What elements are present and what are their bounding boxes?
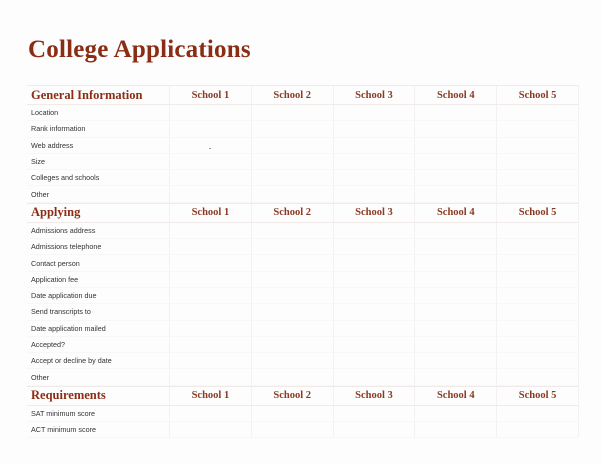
school-1-cell[interactable] (170, 272, 252, 288)
row-label: SAT minimum score (31, 408, 96, 418)
row-label: Size (31, 157, 45, 167)
row-label: Location (31, 108, 59, 118)
row-label: Send transcripts to (31, 307, 91, 317)
row-label: ACT minimum score (31, 425, 96, 435)
table-row (27, 353, 579, 369)
school-2-cell[interactable] (252, 170, 334, 186)
school-3-cell[interactable] (334, 369, 416, 385)
school-1-cell[interactable] (170, 288, 252, 304)
school-5-cell[interactable] (497, 422, 579, 438)
school-5-cell[interactable] (497, 272, 579, 288)
school-header-cell[interactable] (497, 204, 579, 222)
row-label-cell[interactable] (27, 406, 170, 422)
school-4-cell[interactable] (415, 406, 497, 422)
school-2-cell[interactable] (252, 304, 334, 320)
row-label: Admissions address (31, 225, 96, 235)
school-4-cell[interactable] (415, 138, 497, 154)
school-3-header: School 3 (355, 390, 393, 402)
school-5-cell[interactable] (497, 337, 579, 353)
row-label-cell[interactable] (27, 304, 170, 320)
row-label: Date application due (31, 291, 97, 301)
school-5-header: School 5 (518, 390, 557, 402)
table-row (27, 170, 579, 186)
school-1-cell[interactable] (170, 406, 252, 422)
row-label: Contact person (31, 258, 80, 268)
table-row (27, 337, 579, 353)
school-5-header: School 5 (518, 89, 557, 101)
school-header-cell[interactable] (497, 387, 579, 405)
row-label-cell[interactable] (27, 353, 170, 369)
section-header-applying (27, 203, 579, 223)
school-3-cell[interactable] (334, 353, 416, 369)
school-3-header: School 3 (355, 89, 393, 101)
cell-mark (209, 148, 211, 149)
school-5-cell[interactable] (497, 170, 579, 186)
school-2-cell[interactable] (252, 272, 334, 288)
school-2-cell[interactable] (252, 223, 334, 239)
school-4-cell[interactable] (415, 272, 497, 288)
school-3-cell[interactable] (334, 288, 416, 304)
school-4-header: School 4 (436, 89, 475, 101)
school-header-cell[interactable] (252, 86, 334, 104)
school-4-cell[interactable] (415, 121, 497, 137)
school-3-cell[interactable] (334, 121, 416, 137)
school-header-cell[interactable] (415, 86, 497, 104)
school-4-cell[interactable] (415, 369, 497, 385)
row-label-cell[interactable] (27, 154, 170, 170)
school-2-cell[interactable] (252, 186, 334, 202)
school-3-cell[interactable] (334, 186, 416, 202)
row-label: Admissions telephone (31, 242, 102, 252)
school-1-cell[interactable] (170, 186, 252, 202)
school-header-cell[interactable] (170, 86, 252, 104)
school-5-cell[interactable] (497, 255, 579, 271)
school-1-cell[interactable] (170, 239, 252, 255)
school-2-cell[interactable] (252, 288, 334, 304)
school-4-cell[interactable] (415, 105, 497, 121)
school-3-cell[interactable] (334, 239, 416, 255)
school-2-cell[interactable] (252, 121, 334, 137)
school-5-cell[interactable] (497, 239, 579, 255)
school-5-cell[interactable] (497, 186, 579, 202)
school-3-cell[interactable] (334, 105, 416, 121)
school-4-cell[interactable] (415, 321, 497, 337)
school-4-cell[interactable] (415, 255, 497, 271)
school-1-cell[interactable] (170, 422, 252, 438)
row-label: Other (31, 372, 49, 382)
applications-table (27, 85, 579, 438)
row-label-cell[interactable] (27, 337, 170, 353)
table-row (27, 105, 579, 121)
table-row (27, 154, 579, 170)
row-label-cell[interactable] (27, 255, 170, 271)
school-1-cell[interactable] (170, 321, 252, 337)
school-2-cell[interactable] (252, 239, 334, 255)
row-label-cell[interactable] (27, 369, 170, 385)
row-label: Date application mailed (31, 323, 106, 333)
table-row (27, 321, 579, 337)
row-label: Rank information (31, 124, 86, 134)
school-header-cell[interactable] (334, 204, 416, 222)
table-row (27, 138, 579, 154)
school-1-header: School 1 (191, 89, 230, 101)
school-3-cell[interactable] (334, 255, 416, 271)
school-header-cell[interactable] (170, 204, 252, 222)
school-header-cell[interactable] (415, 387, 497, 405)
page-title: College Applications (28, 36, 251, 63)
school-header-cell[interactable] (170, 387, 252, 405)
row-label-cell[interactable] (27, 239, 170, 255)
row-label: Colleges and schools (31, 173, 100, 183)
row-label-cell[interactable] (27, 105, 170, 121)
row-label-cell[interactable] (27, 288, 170, 304)
school-4-cell[interactable] (415, 170, 497, 186)
table-row (27, 422, 579, 438)
school-header-cell[interactable] (334, 86, 416, 104)
school-4-cell[interactable] (415, 337, 497, 353)
school-4-cell[interactable] (415, 304, 497, 320)
school-header-cell[interactable] (415, 204, 497, 222)
school-1-cell[interactable] (170, 154, 252, 170)
school-1-cell[interactable] (170, 223, 252, 239)
school-header-cell[interactable] (334, 387, 416, 405)
school-2-cell[interactable] (252, 138, 334, 154)
school-3-header: School 3 (355, 207, 393, 219)
school-3-cell[interactable] (334, 138, 416, 154)
section-title-cell[interactable] (27, 204, 170, 222)
row-label-cell[interactable] (27, 321, 170, 337)
school-5-cell[interactable] (497, 154, 579, 170)
school-header-cell[interactable] (252, 387, 334, 405)
school-3-cell[interactable] (334, 223, 416, 239)
row-label-cell[interactable] (27, 422, 170, 438)
school-5-cell[interactable] (497, 288, 579, 304)
row-label: Application fee (31, 274, 79, 284)
row-label: Web address (31, 140, 74, 150)
school-5-cell[interactable] (497, 369, 579, 385)
section-title: General Information (31, 87, 143, 102)
school-3-cell[interactable] (334, 321, 416, 337)
school-5-cell[interactable] (497, 223, 579, 239)
school-2-cell[interactable] (252, 406, 334, 422)
table-row (27, 186, 579, 202)
row-label-cell[interactable] (27, 138, 170, 154)
school-header-cell[interactable] (252, 204, 334, 222)
table-row (27, 406, 579, 422)
school-4-header: School 4 (436, 207, 475, 219)
school-3-cell[interactable] (334, 170, 416, 186)
school-3-cell[interactable] (334, 154, 416, 170)
school-1-cell[interactable] (170, 255, 252, 271)
row-label: Accepted? (31, 340, 65, 349)
section-title-cell[interactable] (27, 387, 170, 405)
row-label-cell[interactable] (27, 223, 170, 239)
school-3-cell[interactable] (334, 337, 416, 353)
table-row (27, 369, 579, 385)
school-3-cell[interactable] (334, 272, 416, 288)
school-5-cell[interactable] (497, 353, 579, 369)
school-4-cell[interactable] (415, 223, 497, 239)
row-label: Other (31, 189, 49, 199)
school-4-cell[interactable] (415, 186, 497, 202)
school-5-cell[interactable] (497, 138, 579, 154)
school-5-cell[interactable] (497, 121, 579, 137)
school-3-cell[interactable] (334, 304, 416, 320)
school-2-header: School 2 (273, 207, 312, 219)
school-1-cell[interactable] (170, 337, 252, 353)
section-title: Applying (31, 205, 81, 220)
school-2-header: School 2 (273, 390, 312, 402)
table-row (27, 121, 579, 137)
table-row (27, 255, 579, 271)
row-label-cell[interactable] (27, 272, 170, 288)
school-5-cell[interactable] (497, 105, 579, 121)
school-4-cell[interactable] (415, 154, 497, 170)
table-row (27, 223, 579, 239)
school-5-cell[interactable] (497, 406, 579, 422)
school-1-cell[interactable] (170, 138, 252, 154)
row-label-cell[interactable] (27, 186, 170, 202)
school-1-cell[interactable] (170, 121, 252, 137)
table-row (27, 304, 579, 320)
school-2-cell[interactable] (252, 255, 334, 271)
school-header-cell[interactable] (497, 86, 579, 104)
section-title: Requirements (31, 388, 106, 403)
school-2-header: School 2 (273, 89, 312, 101)
school-2-cell[interactable] (252, 154, 334, 170)
table-row (27, 288, 579, 304)
school-1-header: School 1 (191, 207, 230, 219)
school-4-cell[interactable] (415, 353, 497, 369)
school-5-header: School 5 (518, 207, 557, 219)
section-header-general-information (27, 85, 579, 105)
school-2-cell[interactable] (252, 337, 334, 353)
school-1-cell[interactable] (170, 304, 252, 320)
school-5-cell[interactable] (497, 321, 579, 337)
school-2-cell[interactable] (252, 105, 334, 121)
table-row (27, 272, 579, 288)
school-4-header: School 4 (436, 390, 475, 402)
school-3-cell[interactable] (334, 406, 416, 422)
school-4-cell[interactable] (415, 288, 497, 304)
row-label-cell[interactable] (27, 170, 170, 186)
row-label-cell[interactable] (27, 121, 170, 137)
school-4-cell[interactable] (415, 422, 497, 438)
school-1-header: School 1 (191, 390, 230, 402)
school-3-cell[interactable] (334, 422, 416, 438)
school-2-cell[interactable] (252, 422, 334, 438)
school-2-cell[interactable] (252, 321, 334, 337)
school-1-cell[interactable] (170, 353, 252, 369)
row-label: Accept or decline by date (31, 356, 112, 366)
school-1-cell[interactable] (170, 170, 252, 186)
school-1-cell[interactable] (170, 369, 252, 385)
school-1-cell[interactable] (170, 105, 252, 121)
school-4-cell[interactable] (415, 239, 497, 255)
school-2-cell[interactable] (252, 353, 334, 369)
section-header-requirements (27, 386, 579, 406)
table-row (27, 239, 579, 255)
school-2-cell[interactable] (252, 369, 334, 385)
school-5-cell[interactable] (497, 304, 579, 320)
section-title-cell[interactable] (27, 86, 170, 104)
